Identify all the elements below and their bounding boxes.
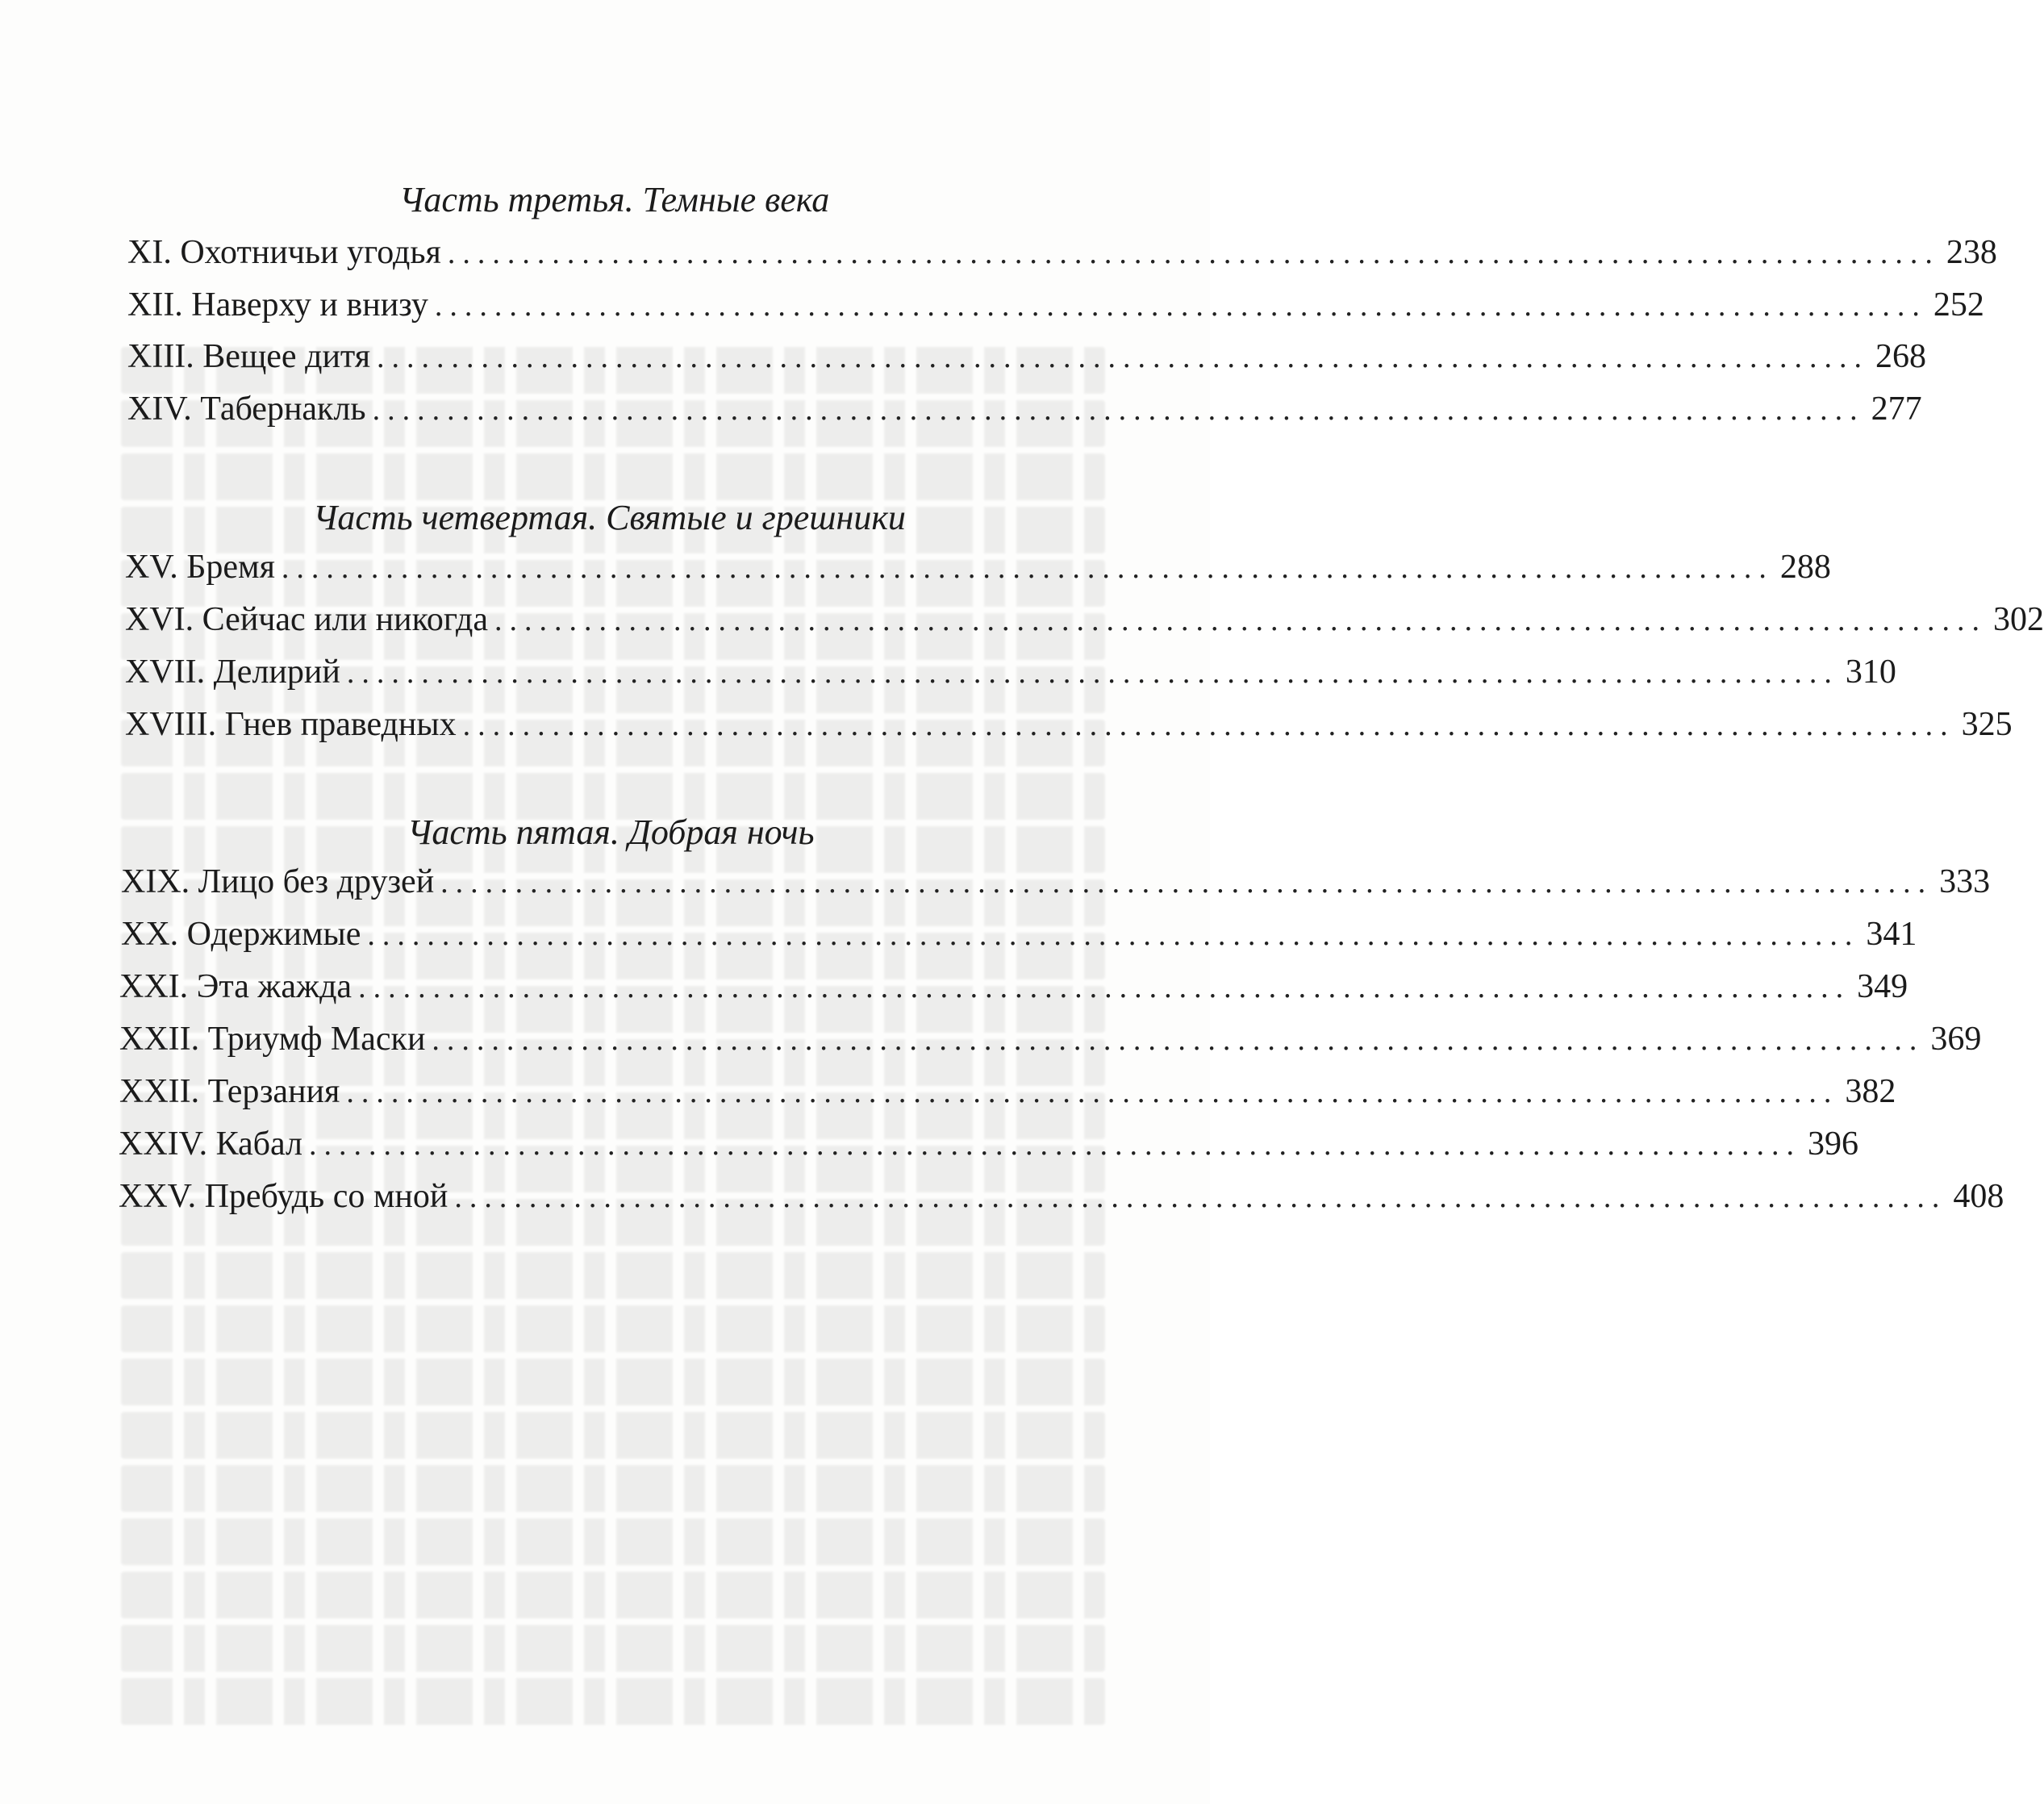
toc-entry	[127, 338, 1927, 375]
toc-entry	[119, 1125, 1859, 1163]
chapter-title: XI. Охотничьи угодья	[127, 234, 441, 271]
toc-entry	[119, 1021, 1982, 1058]
dot-leader: ....................................................................................................	[432, 1023, 1925, 1057]
chapter-title: XVII. Делирий	[125, 654, 340, 691]
page-number: 333	[1939, 863, 1991, 900]
toc-entry	[125, 706, 2013, 743]
page-number: 310	[1845, 654, 1896, 691]
chapter-title: XX. Одержимые	[121, 916, 361, 953]
chapter-title: XV. Бремя	[125, 549, 275, 586]
toc-entry	[119, 1178, 2004, 1215]
page-number: 252	[1933, 286, 1984, 324]
toc-entry	[127, 234, 1997, 271]
page-number: 238	[1946, 234, 1997, 271]
chapter-title: XXII. Триумф Маски	[119, 1021, 426, 1058]
dot-leader: ....................................................................................................	[346, 1075, 1839, 1109]
toc-entry	[125, 601, 2044, 638]
chapter-title: XXII. Терзания	[119, 1073, 340, 1110]
toc-entry	[119, 968, 1908, 1005]
chapter-title: XXV. Пребудь со мной	[119, 1178, 448, 1215]
dot-leader: ....................................................................................................	[440, 866, 1933, 900]
dot-leader: ....................................................................................................	[346, 656, 1839, 690]
dot-leader: ....................................................................................................	[494, 603, 1987, 637]
dot-leader: ....................................................................................................	[358, 971, 1851, 1004]
page-number: 341	[1866, 916, 1917, 953]
page-number: 288	[1779, 549, 1831, 586]
toc-entry	[125, 549, 1831, 586]
page-number: 277	[1871, 390, 1922, 428]
dot-leader: ....................................................................................................	[377, 340, 1870, 374]
dot-leader: ....................................................................................................	[447, 236, 1940, 270]
page-number: 396	[1808, 1125, 1859, 1163]
dot-leader: ....................................................................................................	[281, 551, 1774, 585]
toc-entry	[127, 286, 1984, 324]
toc-entry	[127, 390, 1922, 428]
chapter-title: XII. Наверху и внизу	[127, 286, 428, 324]
page-number: 302	[1992, 601, 2044, 638]
toc-entry	[121, 916, 1917, 953]
toc-entry	[119, 1073, 1896, 1110]
chapter-title: XXI. Эта жажда	[119, 968, 352, 1005]
dot-leader: ....................................................................................................	[309, 1128, 1802, 1162]
page-number: 369	[1930, 1021, 1982, 1058]
dot-leader: ....................................................................................................	[372, 393, 1865, 427]
chapter-title: XVI. Сейчас или никогда	[125, 601, 488, 638]
page-number: 268	[1875, 338, 1927, 375]
page-number: 325	[1961, 706, 2013, 743]
dot-leader: ....................................................................................................	[454, 1180, 1947, 1214]
toc-entry	[125, 654, 1896, 691]
dot-leader: ....................................................................................................	[462, 708, 1955, 742]
page-number: 408	[1953, 1178, 2004, 1215]
page-number: 382	[1845, 1073, 1896, 1110]
chapter-title: XIX. Лицо без друзей	[121, 863, 435, 900]
dot-leader: ....................................................................................................	[434, 289, 1927, 323]
page-number: 349	[1857, 968, 1908, 1005]
part-title: Часть четвертая. Святые и грешники	[313, 498, 906, 537]
dot-leader: ....................................................................................................	[367, 918, 1860, 952]
toc-entry	[121, 863, 1991, 900]
chapter-title: XXIV. Кабал	[119, 1125, 303, 1163]
chapter-title: XVIII. Гнев праведных	[125, 706, 457, 743]
part-title: Часть пятая. Добрая ночь	[407, 812, 815, 852]
chapter-title: XIII. Вещее дитя	[127, 338, 371, 375]
chapter-title: XIV. Табернакль	[127, 390, 366, 428]
part-title: Часть третья. Темные века	[399, 180, 830, 219]
